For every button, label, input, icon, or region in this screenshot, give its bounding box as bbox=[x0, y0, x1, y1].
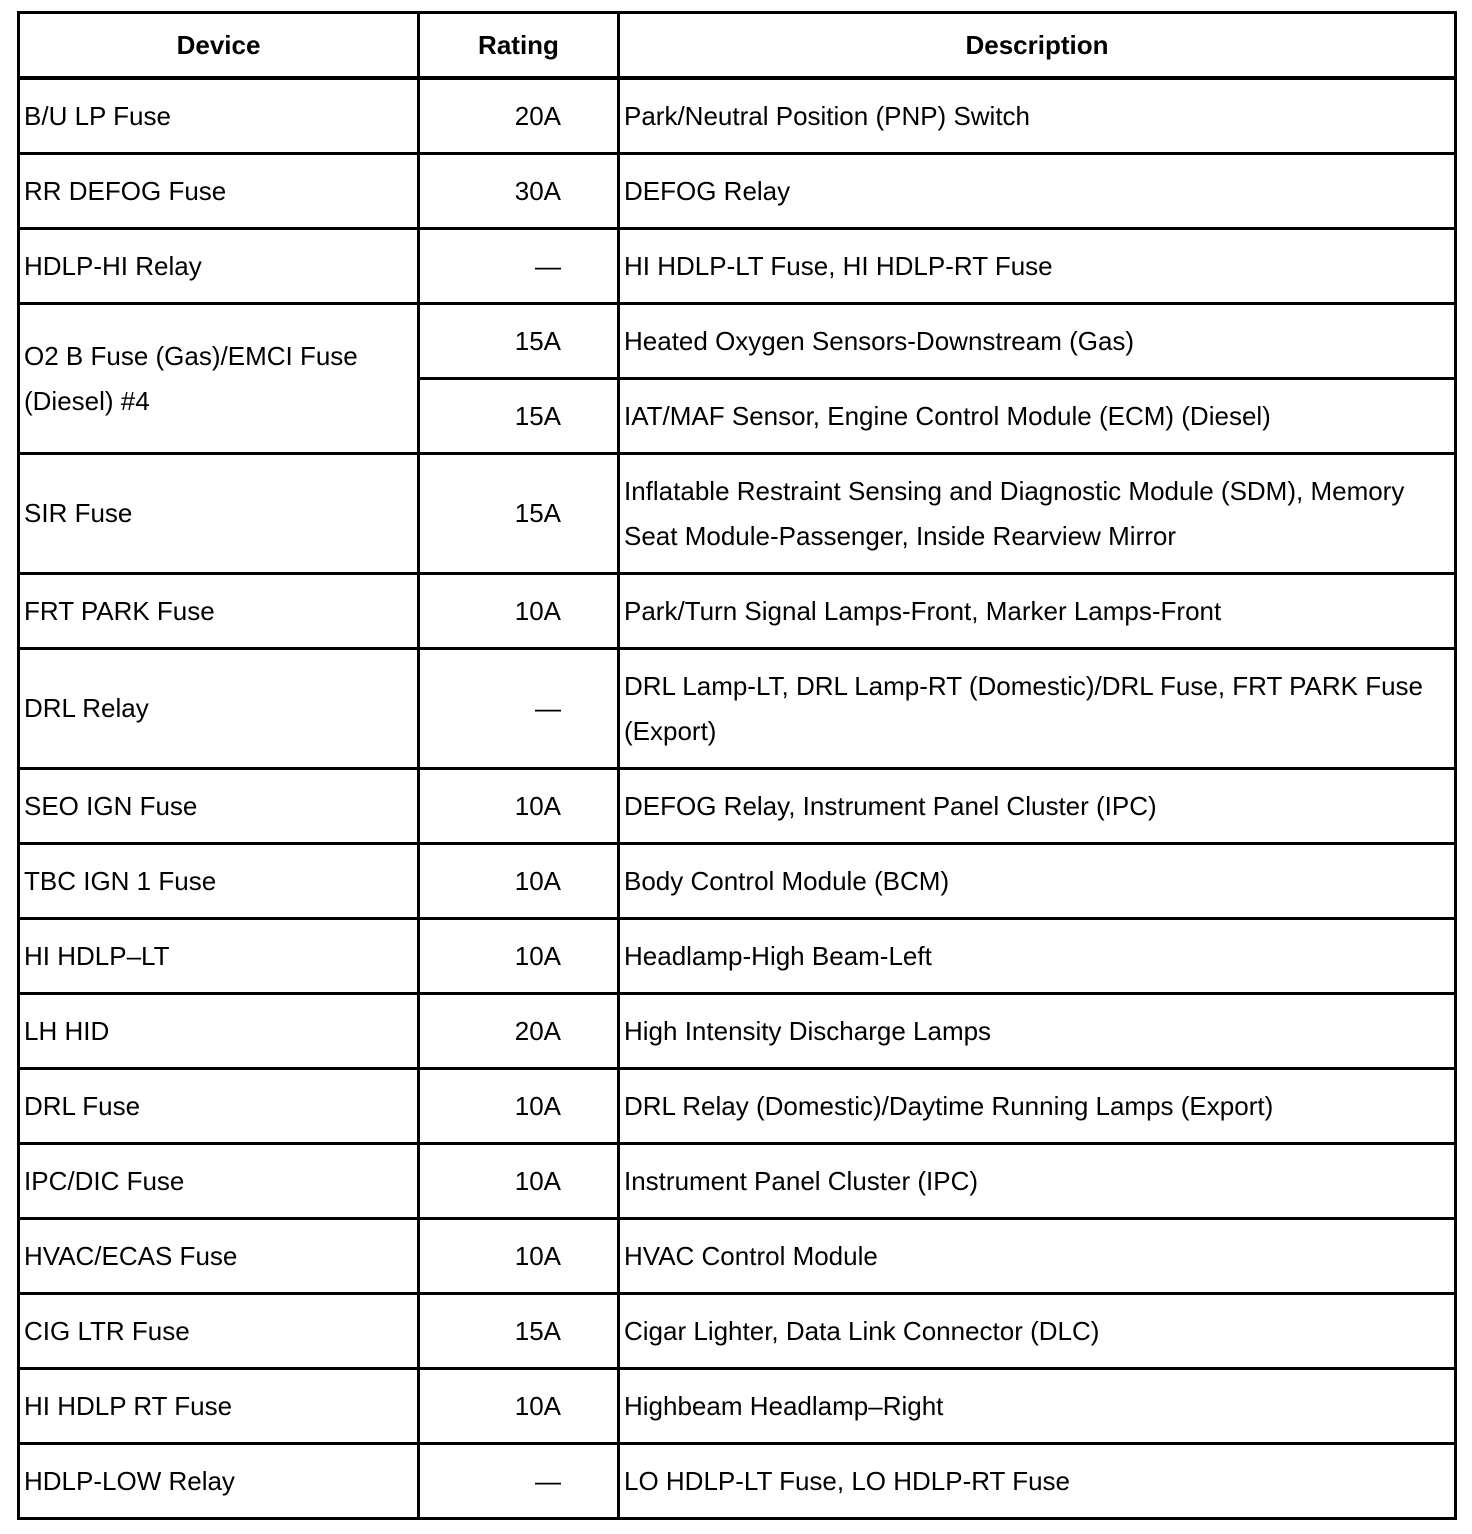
table-row bbox=[19, 769, 1456, 844]
rating-cell: 15A bbox=[419, 304, 619, 379]
description-cell: IAT/MAF Sensor, Engine Control Module (ECM) (Diesel) bbox=[619, 379, 1456, 454]
description-cell: HI HDLP-LT Fuse, HI HDLP-RT Fuse bbox=[619, 229, 1456, 304]
rating-cell: 30A bbox=[419, 154, 619, 229]
device-cell: DRL Fuse bbox=[19, 1069, 419, 1144]
table-row bbox=[19, 574, 1456, 649]
device-cell: DRL Relay bbox=[19, 649, 419, 769]
device-cell: HVAC/ECAS Fuse bbox=[19, 1219, 419, 1294]
header-row bbox=[19, 13, 1456, 79]
table-row bbox=[19, 1144, 1456, 1219]
device-cell: IPC/DIC Fuse bbox=[19, 1144, 419, 1219]
rating-cell: 20A bbox=[419, 994, 619, 1069]
device-cell: B/U LP Fuse bbox=[19, 78, 419, 154]
rating-cell: 10A bbox=[419, 769, 619, 844]
device-cell: SIR Fuse bbox=[19, 454, 419, 574]
device-cell: O2 B Fuse (Gas)/EMCI Fuse (Diesel) #4 bbox=[19, 304, 419, 454]
device-cell: LH HID bbox=[19, 994, 419, 1069]
table-row bbox=[19, 844, 1456, 919]
table-row bbox=[19, 994, 1456, 1069]
description-cell: High Intensity Discharge Lamps bbox=[619, 994, 1456, 1069]
header-rating: Rating bbox=[419, 13, 619, 79]
device-cell: HDLP-LOW Relay bbox=[19, 1444, 419, 1519]
rating-cell: — bbox=[419, 649, 619, 769]
rating-cell: 10A bbox=[419, 1369, 619, 1444]
device-cell: HI HDLP–LT bbox=[19, 919, 419, 994]
table-row bbox=[19, 1069, 1456, 1144]
description-cell: Highbeam Headlamp–Right bbox=[619, 1369, 1456, 1444]
device-cell: TBC IGN 1 Fuse bbox=[19, 844, 419, 919]
description-cell: DEFOG Relay, Instrument Panel Cluster (IPC) bbox=[619, 769, 1456, 844]
rating-cell: 15A bbox=[419, 1294, 619, 1369]
table-row bbox=[19, 1219, 1456, 1294]
rating-cell: 10A bbox=[419, 1069, 619, 1144]
rating-cell: 10A bbox=[419, 919, 619, 994]
device-cell: SEO IGN Fuse bbox=[19, 769, 419, 844]
table-row bbox=[19, 1444, 1456, 1519]
table-row bbox=[19, 154, 1456, 229]
device-cell: CIG LTR Fuse bbox=[19, 1294, 419, 1369]
description-cell: DEFOG Relay bbox=[619, 154, 1456, 229]
description-cell: Cigar Lighter, Data Link Connector (DLC) bbox=[619, 1294, 1456, 1369]
table-row bbox=[19, 304, 1456, 379]
rating-cell: 10A bbox=[419, 844, 619, 919]
description-cell: Park/Turn Signal Lamps-Front, Marker Lamps-Front bbox=[619, 574, 1456, 649]
description-cell: DRL Relay (Domestic)/Daytime Running Lamps (Export) bbox=[619, 1069, 1456, 1144]
rating-cell: — bbox=[419, 1444, 619, 1519]
rating-cell: 15A bbox=[419, 454, 619, 574]
description-cell: Park/Neutral Position (PNP) Switch bbox=[619, 78, 1456, 154]
device-cell: HDLP-HI Relay bbox=[19, 229, 419, 304]
description-cell: DRL Lamp-LT, DRL Lamp-RT (Domestic)/DRL Fuse, FRT PARK Fuse (Export) bbox=[619, 649, 1456, 769]
table-row bbox=[19, 78, 1456, 154]
device-cell: RR DEFOG Fuse bbox=[19, 154, 419, 229]
description-cell: HVAC Control Module bbox=[619, 1219, 1456, 1294]
table-row bbox=[19, 919, 1456, 994]
rating-cell: 10A bbox=[419, 574, 619, 649]
header-device: Device bbox=[19, 13, 419, 79]
table-row bbox=[19, 1294, 1456, 1369]
rating-cell: 10A bbox=[419, 1219, 619, 1294]
table-row bbox=[19, 229, 1456, 304]
fuse-table bbox=[17, 11, 1457, 1520]
device-cell: FRT PARK Fuse bbox=[19, 574, 419, 649]
description-cell: Inflatable Restraint Sensing and Diagnostic Module (SDM), Memory Seat Module-Passenger, Inside Rearview Mirror bbox=[619, 454, 1456, 574]
rating-cell: 10A bbox=[419, 1144, 619, 1219]
header-description: Description bbox=[619, 13, 1456, 79]
table-row bbox=[19, 649, 1456, 769]
description-cell: Instrument Panel Cluster (IPC) bbox=[619, 1144, 1456, 1219]
table-row bbox=[19, 1369, 1456, 1444]
description-cell: Heated Oxygen Sensors-Downstream (Gas) bbox=[619, 304, 1456, 379]
rating-cell: 15A bbox=[419, 379, 619, 454]
description-cell: Body Control Module (BCM) bbox=[619, 844, 1456, 919]
rating-cell: — bbox=[419, 229, 619, 304]
description-cell: Headlamp-High Beam-Left bbox=[619, 919, 1456, 994]
device-cell: HI HDLP RT Fuse bbox=[19, 1369, 419, 1444]
description-cell: LO HDLP-LT Fuse, LO HDLP-RT Fuse bbox=[619, 1444, 1456, 1519]
rating-cell: 20A bbox=[419, 78, 619, 154]
table-row bbox=[19, 454, 1456, 574]
